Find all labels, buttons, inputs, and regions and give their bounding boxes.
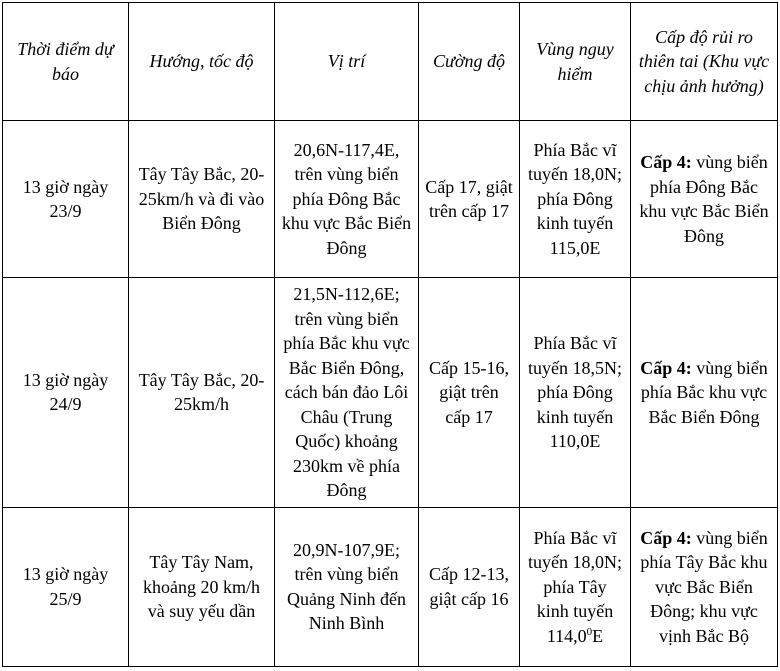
- risk-area-text: vùng biển phía Đông Bắc khu vực Bắc Biển Đông: [639, 152, 769, 246]
- cell-risk-level: [631, 278, 778, 507]
- cell-risk-level: [631, 121, 778, 278]
- risk-area-text: vùng biển phía Tây Bắc khu vực Bắc Biển Đông; khu vực vịnh Bắc Bộ: [640, 527, 768, 646]
- storm-forecast-table: [2, 2, 778, 667]
- cell-position: 21,5N-112,6E; trên vùng biển phía Bắc khu vực Bắc Biển Đông, cách bán đảo Lôi Châu (Trung Quốc) khoảng 230km về phía Đông: [275, 278, 419, 507]
- risk-level-label: Cấp 4:: [640, 152, 692, 173]
- header-time: Thời điểm dự báo: [3, 3, 129, 121]
- cell-danger-zone: Phía Bắc vĩ tuyến 18,0N; phía Đông kinh tuyến 115,0E: [520, 121, 631, 278]
- risk-level-label: Cấp 4:: [640, 527, 692, 548]
- cell-position: 20,6N-117,4E, trên vùng biển phía Đông Bắc khu vực Bắc Biển Đông: [275, 121, 419, 278]
- risk-area-text: vùng biển phía Bắc khu vực Bắc Biển Đông: [640, 357, 768, 427]
- cell-direction: Tây Tây Bắc, 20-25km/h: [129, 278, 275, 507]
- cell-danger-zone: [520, 507, 631, 666]
- header-intensity: Cường độ: [419, 3, 520, 121]
- header-position: Vị trí: [275, 3, 419, 121]
- cell-intensity: Cấp 15-16, giật trên cấp 17: [419, 278, 520, 507]
- cell-intensity: Cấp 17, giật trên cấp 17: [419, 121, 520, 278]
- cell-intensity: Cấp 12-13, giật cấp 16: [419, 507, 520, 666]
- cell-direction: Tây Tây Nam, khoảng 20 km/h và suy yếu dần: [129, 507, 275, 666]
- cell-danger-zone: Phía Bắc vĩ tuyến 18,5N; phía Đông kinh tuyến 110,0E: [520, 278, 631, 507]
- table-row: [3, 507, 778, 666]
- header-risk-level: Cấp độ rủi ro thiên tai (Khu vực chịu ảnh hưởng): [631, 3, 778, 121]
- cell-time: 13 giờ ngày 23/9: [3, 121, 129, 278]
- header-danger-zone: Vùng nguy hiểm: [520, 3, 631, 121]
- header-direction: Hướng, tốc độ: [129, 3, 275, 121]
- cell-direction: Tây Tây Bắc, 20-25km/h và đi vào Biển Đông: [129, 121, 275, 278]
- cell-time: 13 giờ ngày 24/9: [3, 278, 129, 507]
- table-row: [3, 278, 778, 507]
- cell-risk-level: [631, 507, 778, 666]
- cell-position: 20,9N-107,9E; trên vùng biển Quảng Ninh đến Ninh Bình: [275, 507, 419, 666]
- danger-zone-text: Phía Bắc vĩ tuyến 18,0N; phía Tây kinh tuyến 114,0: [528, 527, 622, 646]
- danger-zone-suffix: E: [592, 625, 604, 646]
- risk-level-label: Cấp 4:: [640, 357, 692, 378]
- cell-time: 13 giờ ngày 25/9: [3, 507, 129, 666]
- table-header-row: [3, 3, 778, 121]
- danger-zone-superscript: 0: [586, 625, 593, 638]
- table-row: [3, 121, 778, 278]
